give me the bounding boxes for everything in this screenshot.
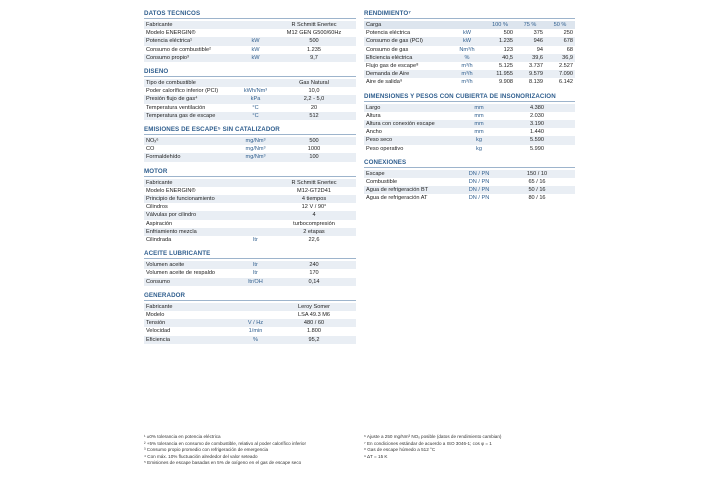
row-value: 2,2 - 5,0 bbox=[272, 95, 356, 103]
table-row bbox=[144, 104, 356, 112]
row-unit: mg/Nm³ bbox=[245, 146, 266, 153]
row-value: 1000 bbox=[307, 146, 321, 153]
row-unit: mm bbox=[474, 129, 484, 136]
section-title: DISEÑO bbox=[144, 68, 356, 77]
row-unit bbox=[239, 203, 272, 211]
row-value: 3.190 bbox=[499, 120, 575, 128]
row-value: 5.990 bbox=[530, 145, 544, 152]
left-column bbox=[144, 10, 356, 350]
row-value: Leroy Somer bbox=[272, 303, 356, 311]
row-value: Gas Natural bbox=[272, 79, 356, 87]
table-row bbox=[144, 220, 356, 228]
row-label: Agua de refrigeración BT bbox=[364, 186, 459, 194]
row-unit: DN / PN bbox=[468, 179, 490, 186]
row-label: Cilindrada bbox=[146, 237, 172, 244]
table-row bbox=[364, 178, 575, 186]
row-label: CO bbox=[146, 146, 155, 153]
section-title: EMISIONES DE ESCAPE⁵ SIN CATALIZADOR bbox=[144, 126, 356, 135]
row-unit bbox=[449, 21, 485, 29]
row-value: turbocompresión bbox=[293, 220, 335, 227]
table-row bbox=[144, 112, 356, 120]
spec-table bbox=[144, 137, 356, 162]
table-row bbox=[144, 336, 356, 344]
row-value: 2.030 bbox=[530, 112, 544, 119]
row-value-100: 11.955 bbox=[485, 70, 515, 78]
footnote: ⁴ Con máx. 10% fluctuación alrededor del valor seteado bbox=[144, 453, 258, 459]
table-row bbox=[144, 203, 356, 211]
row-value: 4.380 bbox=[499, 104, 575, 112]
row-label: Consumo de gas bbox=[366, 46, 409, 53]
row-value-50: 7.090 bbox=[545, 70, 575, 78]
row-unit bbox=[239, 195, 272, 203]
row-value-50: 50 % bbox=[545, 21, 575, 29]
row-unit: mm bbox=[474, 112, 484, 119]
row-value: 80 / 16 bbox=[528, 195, 546, 202]
footnote: ⁵ Emisiones de escape basadas en 5% de oxígeno en el gas de escape seco bbox=[144, 460, 302, 466]
row-unit: mg/Nm³ bbox=[239, 153, 272, 161]
table-row bbox=[364, 136, 575, 144]
row-value-100: 9.908 bbox=[499, 79, 513, 86]
row-unit: kg bbox=[459, 136, 499, 144]
row-value-50: 250 bbox=[563, 30, 573, 37]
table-row bbox=[364, 21, 575, 29]
table-row bbox=[144, 236, 356, 244]
row-value-100: 40,5 bbox=[485, 54, 515, 62]
row-unit: °C bbox=[252, 104, 259, 111]
row-value: 9,7 bbox=[272, 54, 356, 62]
row-value-75: 39,6 bbox=[515, 54, 545, 62]
row-unit: ltr bbox=[253, 270, 258, 277]
row-label: Potencia eléctrica bbox=[366, 30, 411, 37]
row-value: 100 bbox=[272, 153, 356, 161]
table-row bbox=[364, 29, 575, 37]
footnote: ⁸ Gas de escape húmedo a 512 °C bbox=[364, 447, 436, 453]
section-conexiones bbox=[364, 159, 575, 203]
table-row bbox=[144, 228, 356, 236]
footnote: ³ Consumo propio promedio con refrigeración de emergencia bbox=[144, 447, 269, 453]
table-row bbox=[364, 46, 575, 54]
row-unit: Nm³/h bbox=[459, 46, 475, 53]
row-value-50: 6.142 bbox=[559, 79, 573, 86]
table-row bbox=[144, 278, 356, 286]
table-row bbox=[364, 78, 575, 86]
row-label: Eficiencia eléctrica bbox=[364, 54, 449, 62]
row-label: Consumo de gas (PCI) bbox=[364, 37, 449, 45]
row-value: 240 bbox=[272, 261, 356, 269]
section-aceite bbox=[144, 250, 356, 286]
table-row bbox=[144, 261, 356, 269]
row-unit: mg/Nm³ bbox=[239, 137, 272, 145]
table-row bbox=[144, 145, 356, 153]
section-rendimiento bbox=[364, 10, 575, 87]
row-label: Altura bbox=[366, 112, 381, 119]
row-label: Peso operativo bbox=[366, 145, 404, 152]
row-label: Presión flujo de gas⁴ bbox=[144, 95, 239, 103]
spec-table bbox=[144, 261, 356, 286]
row-label: Altura con conexión escape bbox=[364, 120, 459, 128]
row-unit bbox=[239, 311, 272, 319]
footnote: ⁹ ΔT = 15 K bbox=[364, 453, 388, 459]
row-label: Volumen aceite bbox=[144, 261, 239, 269]
row-unit bbox=[239, 21, 272, 29]
table-row bbox=[144, 95, 356, 103]
table-row bbox=[144, 269, 356, 277]
section-title: RENDIMIENTO⁷ bbox=[364, 10, 575, 19]
section-dimensiones bbox=[364, 93, 575, 153]
table-row bbox=[364, 128, 575, 136]
table-row bbox=[364, 54, 575, 62]
row-value: M12 GEN G500/60Hz bbox=[286, 30, 342, 37]
row-label: Consumo de combustible² bbox=[146, 46, 211, 53]
row-unit: DN / PN bbox=[459, 186, 499, 194]
row-unit: % bbox=[239, 336, 272, 344]
row-label: Enfriamiento mezcla bbox=[144, 228, 239, 236]
row-label: Temperatura gas de escape bbox=[144, 112, 239, 120]
row-label: NOₓ⁶ bbox=[144, 137, 239, 145]
row-value: 2 etapas bbox=[272, 228, 356, 236]
spec-table bbox=[364, 170, 575, 203]
row-unit: DN / PN bbox=[468, 195, 490, 202]
row-value-75: 75 % bbox=[515, 21, 545, 29]
row-value: 170 bbox=[309, 270, 319, 277]
row-label: Cilindros bbox=[146, 204, 168, 211]
row-unit: m³/h bbox=[461, 79, 473, 86]
table-row bbox=[364, 37, 575, 45]
table-row bbox=[364, 70, 575, 78]
footnote: ¹ ±0% tolerancia en potencia eléctrica bbox=[144, 434, 221, 439]
spec-table bbox=[144, 179, 356, 245]
row-value: R Schmitt Enertec bbox=[272, 179, 356, 187]
row-unit: mm bbox=[459, 120, 499, 128]
right-column bbox=[364, 10, 575, 209]
row-unit: kPa bbox=[239, 95, 272, 103]
row-unit: DN / PN bbox=[459, 170, 499, 178]
row-unit: kW bbox=[251, 46, 260, 53]
table-row bbox=[144, 153, 356, 161]
row-value: 512 bbox=[272, 112, 356, 120]
row-unit: 1/min bbox=[248, 328, 263, 335]
row-label: Formaldehído bbox=[144, 153, 239, 161]
row-label: Escape bbox=[364, 170, 459, 178]
table-row bbox=[364, 186, 575, 194]
table-row bbox=[144, 37, 356, 45]
performance-table bbox=[364, 21, 575, 87]
table-row bbox=[144, 319, 356, 327]
section-title: DATOS TÉCNICOS bbox=[144, 10, 356, 19]
row-label: Velocidad bbox=[146, 328, 171, 335]
spec-table bbox=[144, 79, 356, 120]
row-value-100: 5.125 bbox=[499, 63, 513, 70]
row-label: Fabricante bbox=[144, 179, 239, 187]
row-unit: kWh/Nm³ bbox=[243, 88, 268, 95]
row-label: Tensión bbox=[144, 319, 239, 327]
row-label: Modelo ENERGIN® bbox=[146, 187, 196, 194]
row-value: 150 / 10 bbox=[499, 170, 575, 178]
row-value-100: 1.235 bbox=[485, 37, 515, 45]
row-label: Volumen aceite de respaldo bbox=[146, 270, 216, 277]
row-value: 1.235 bbox=[307, 46, 321, 53]
table-row bbox=[364, 112, 575, 120]
row-unit: kW bbox=[462, 30, 472, 37]
table-row bbox=[144, 79, 356, 87]
row-unit: m³/h bbox=[449, 70, 485, 78]
row-unit: °C bbox=[239, 112, 272, 120]
row-value-50: 36,9 bbox=[545, 54, 575, 62]
row-label: Ancho bbox=[366, 129, 382, 136]
row-value-100: 123 bbox=[503, 46, 513, 53]
table-row bbox=[144, 21, 356, 29]
row-value-75: 8.139 bbox=[529, 79, 543, 86]
row-value: 0,14 bbox=[272, 278, 356, 286]
row-label: Modelo ENERGIN® bbox=[146, 30, 196, 37]
table-row bbox=[144, 195, 356, 203]
row-unit bbox=[239, 220, 272, 228]
table-row bbox=[144, 179, 356, 187]
section-title: ACEITE LUBRICANTE bbox=[144, 250, 356, 259]
row-value: 12 V / 90° bbox=[301, 204, 327, 211]
row-label: Potencia eléctrica¹ bbox=[144, 37, 239, 45]
table-row bbox=[364, 194, 575, 202]
row-value: 500 bbox=[272, 137, 356, 145]
row-unit bbox=[239, 29, 272, 37]
row-label: Agua de refrigeración AT bbox=[366, 195, 428, 202]
row-label: Aire de salida⁹ bbox=[366, 79, 403, 86]
row-value-100: 100 % bbox=[485, 21, 515, 29]
row-value: 95,2 bbox=[272, 336, 356, 344]
row-value-50: 678 bbox=[545, 37, 575, 45]
row-label: Carga bbox=[364, 21, 449, 29]
section-title: CONEXIONES bbox=[364, 159, 575, 168]
table-row bbox=[144, 327, 356, 335]
table-row bbox=[144, 46, 356, 54]
row-unit: kW bbox=[239, 37, 272, 45]
section-motor bbox=[144, 168, 356, 245]
footnote: ⁶ Ajuste a 250 mg/Nm³ NOₓ posible (datos de rendimiento cambian) bbox=[364, 434, 502, 439]
row-value-75: 3.737 bbox=[529, 63, 543, 70]
row-value-75: 94 bbox=[536, 46, 543, 53]
section-title: MOTOR bbox=[144, 168, 356, 177]
table-row bbox=[144, 87, 356, 95]
spec-table bbox=[364, 104, 575, 153]
row-unit: ltr bbox=[239, 261, 272, 269]
row-value-75: 946 bbox=[515, 37, 545, 45]
row-unit: kW bbox=[239, 54, 272, 62]
spec-table bbox=[144, 303, 356, 344]
row-value: 1.440 bbox=[530, 129, 544, 136]
row-unit: V / Hz bbox=[239, 319, 272, 327]
footnotes-left bbox=[144, 434, 359, 467]
row-unit bbox=[239, 179, 272, 187]
row-unit bbox=[239, 211, 272, 219]
row-unit bbox=[239, 79, 272, 87]
row-label: Eficiencia bbox=[144, 336, 239, 344]
row-unit bbox=[239, 187, 272, 195]
row-value: 480 / 60 bbox=[272, 319, 356, 327]
footnote: ⁷ En condiciones estándar de acuerdo a ISO 3046-1; cos φ = 1 bbox=[364, 440, 492, 446]
row-unit: ltr/OH bbox=[239, 278, 272, 286]
table-row bbox=[364, 145, 575, 153]
row-label: Demanda de Aire bbox=[364, 70, 449, 78]
row-label: Temperatura ventilación bbox=[146, 104, 206, 111]
row-unit: m³/h bbox=[461, 63, 473, 70]
table-row bbox=[144, 303, 356, 311]
spec-table bbox=[144, 21, 356, 62]
row-value: LSA 49.3 M6 bbox=[297, 312, 331, 319]
row-unit: kW bbox=[449, 37, 485, 45]
row-value: 22,6 bbox=[308, 237, 320, 244]
row-label: Fabricante bbox=[144, 303, 239, 311]
row-value: 4 tiempos bbox=[272, 195, 356, 203]
table-row bbox=[364, 120, 575, 128]
row-value-100: 500 bbox=[503, 30, 513, 37]
table-row bbox=[144, 211, 356, 219]
section-emisiones bbox=[144, 126, 356, 162]
row-value: 1.800 bbox=[307, 328, 321, 335]
row-value: 65 / 16 bbox=[528, 179, 546, 186]
row-value-50: 2.527 bbox=[559, 63, 573, 70]
row-value: M12-GT2D41 bbox=[297, 187, 331, 194]
table-row bbox=[144, 187, 356, 195]
table-row bbox=[144, 54, 356, 62]
row-label: Flujo gas de escape⁸ bbox=[366, 63, 419, 70]
row-label: Aspiración bbox=[146, 220, 173, 227]
row-value-75: 9.579 bbox=[515, 70, 545, 78]
row-label: Fabricante bbox=[144, 21, 239, 29]
row-value: R Schmitt Enertec bbox=[272, 21, 356, 29]
row-unit: kg bbox=[476, 145, 482, 152]
row-label: Principio de funcionamiento bbox=[144, 195, 239, 203]
section-generador bbox=[144, 292, 356, 344]
section-title: GENERADOR bbox=[144, 292, 356, 301]
table-row bbox=[364, 62, 575, 70]
row-label: Poder calorífico inferior (PCI) bbox=[146, 88, 219, 95]
row-value-75: 375 bbox=[533, 30, 543, 37]
section-diseno bbox=[144, 68, 356, 120]
row-value: 10,0 bbox=[308, 88, 320, 95]
row-unit: mm bbox=[459, 104, 499, 112]
row-label: Consumo bbox=[144, 278, 239, 286]
row-value: 4 bbox=[272, 211, 356, 219]
table-row bbox=[144, 311, 356, 319]
footnote: ² +5% tolerancia en consumo de combustible, relativo al poder calorífico inferior bbox=[144, 440, 307, 446]
row-label: Tipo de combustible bbox=[144, 79, 239, 87]
section-datos-tecnicos bbox=[144, 10, 356, 62]
row-value: 20 bbox=[310, 104, 318, 111]
row-unit: ltr bbox=[253, 237, 258, 244]
table-row bbox=[364, 104, 575, 112]
row-label: Consumo propio³ bbox=[144, 54, 239, 62]
row-value: 5.590 bbox=[499, 136, 575, 144]
row-value: 500 bbox=[272, 37, 356, 45]
row-value: 50 / 16 bbox=[499, 186, 575, 194]
row-unit bbox=[239, 228, 272, 236]
row-label: Combustible bbox=[366, 179, 398, 186]
table-row bbox=[144, 29, 356, 37]
table-row bbox=[364, 170, 575, 178]
row-label: Peso seco bbox=[364, 136, 459, 144]
row-label: Largo bbox=[364, 104, 459, 112]
footnotes-right bbox=[364, 434, 575, 460]
row-value-50: 68 bbox=[566, 46, 573, 53]
row-unit bbox=[239, 303, 272, 311]
table-row bbox=[144, 137, 356, 145]
row-label: Válvulas por cilindro bbox=[144, 211, 239, 219]
row-unit: % bbox=[449, 54, 485, 62]
section-title: DIMENSIONES Y PESOS CON CUBIERTA DE INSONORIZACIÓN bbox=[364, 93, 575, 102]
row-label: Modelo bbox=[146, 312, 165, 319]
